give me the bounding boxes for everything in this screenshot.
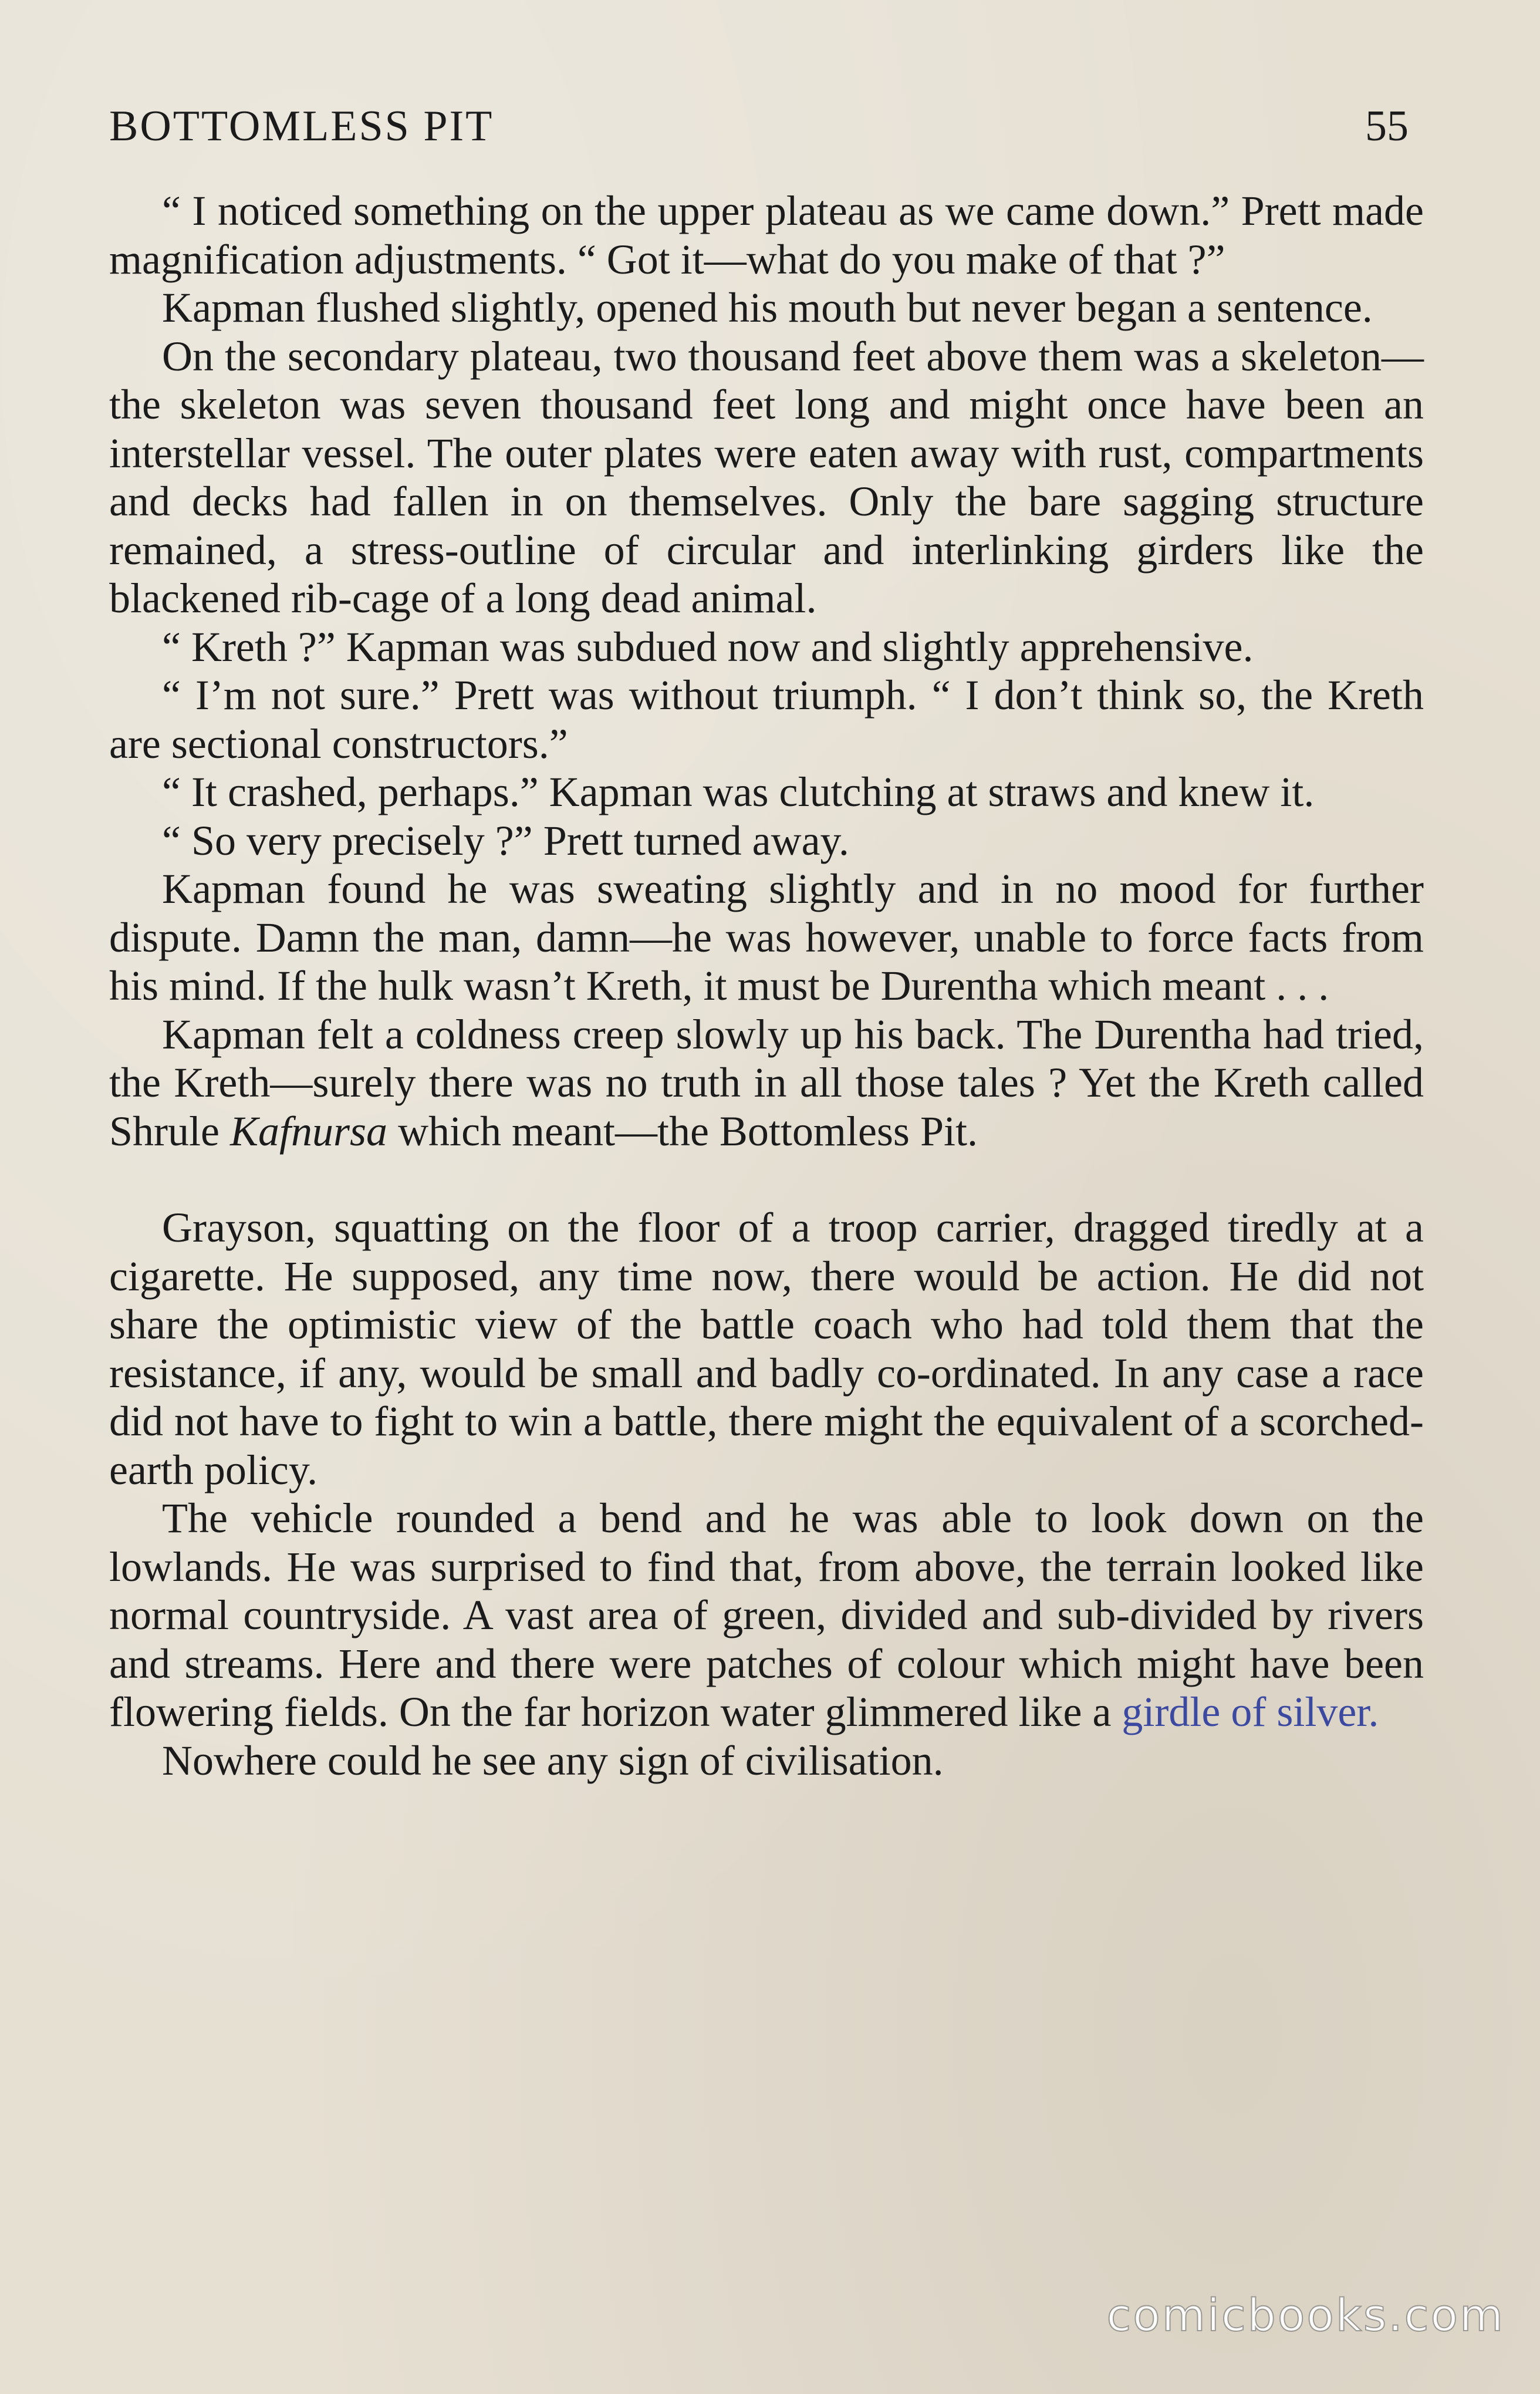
paragraph-3: On the secondary plateau, two thousand feet above them was a skeleton—the skeleton was seven thousand feet long and might once have been an interstellar vessel. The outer plates were eaten away with rust, compartments and decks had fallen in on themselves. Only the bare sagging structure remained, a stress-outline of circular and interlinking girders like the blackened rib-cage of a long dead animal. — [109, 332, 1424, 622]
paragraph-1: “ I noticed something on the upper plateau as we came down.” Prett made magnification adjustments. “ Got it—what do you make of that ?” — [109, 187, 1424, 283]
paragraph-11 — [109, 1494, 1424, 1737]
paragraph-11-tail: girdle of silver. — [1122, 1688, 1379, 1735]
running-title: BOTTOMLESS PIT — [109, 102, 494, 150]
running-head — [109, 94, 1424, 159]
page-number: 55 — [1365, 102, 1409, 150]
paragraph-9-tail: which meant—the Bottomless Pit. — [387, 1107, 978, 1155]
paragraph-6: “ It crashed, perhaps.” Kapman was clutching at straws and knew it. — [162, 768, 1315, 815]
paragraph-9-text: Kapman felt a coldness creep slowly up his back. The Durentha had tried, the Kreth—surely there was no truth in all those tales ? Yet the Kreth called Shrule — [109, 1010, 1424, 1155]
body-text — [109, 187, 1424, 1785]
paragraph-5: “ I’m not sure.” Prett was without triumph. “ I don’t think so, the Kreth are sectional constructors.” — [109, 672, 1424, 767]
paragraph-12: Nowhere could he see any sign of civilisation. — [162, 1737, 944, 1784]
italic-term: Kafnursa — [229, 1107, 388, 1155]
section-break — [109, 1155, 1424, 1203]
paragraph-7: “ So very precisely ?” Prett turned away. — [162, 817, 849, 864]
paragraph-2: Kapman flushed slightly, opened his mouth but never began a sentence. — [162, 284, 1373, 331]
paragraph-11-text: The vehicle rounded a bend and he was able to look down on the lowlands. He was surprised to find that, from above, the terrain looked like normal countryside. A vast area of green, divided and sub-divided by rivers and streams. Here and there were patches of colour which might have been flowering fields. On the far horizon water glimmered like a — [109, 1495, 1424, 1735]
watermark: comicbooks.com — [1106, 2289, 1505, 2341]
paragraph-8: Kapman found he was sweating slightly and in no mood for further dispute. Damn the man, damn—he was however, unable to force facts from his mind. If the hulk wasn’t Kreth, it must be Durentha which meant . . . — [109, 865, 1424, 1009]
paragraph-4: “ Kreth ?” Kapman was subdued now and slightly apprehensive. — [162, 623, 1254, 670]
paragraph-10: Grayson, squatting on the floor of a troop carrier, dragged tiredly at a cigarette. He supposed, any time now, there would be action. He did not share the optimistic view of the battle coach who had told them that the resistance, if any, would be small and badly co-ordinated. In any case a race did not have to fight to win a battle, there might the equivalent of a scorched-earth policy. — [109, 1204, 1424, 1493]
paragraph-9 — [109, 1010, 1424, 1156]
